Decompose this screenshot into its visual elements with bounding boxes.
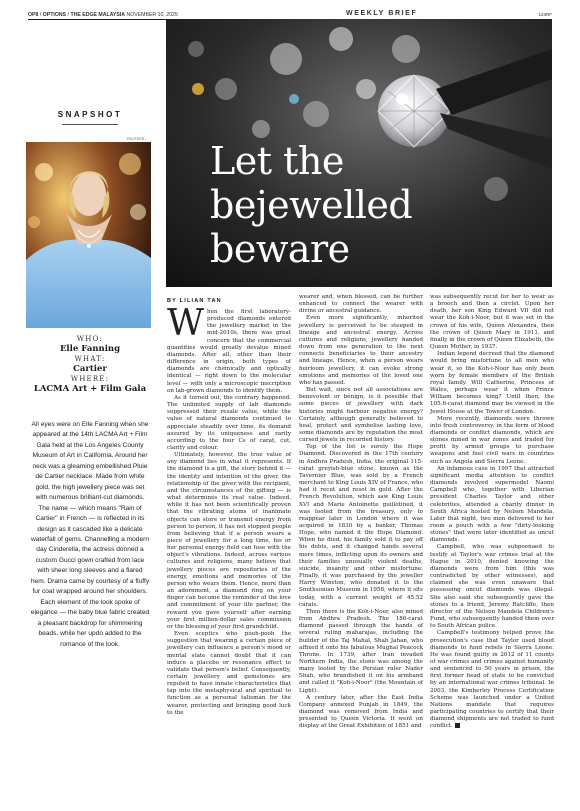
paragraph: wearer and, when blessed, can be further enhanced to connect the wearer with divine or ancestral guidance. [299,294,423,315]
paragraph: was subsequently recut for her to wear as a brooch and then a circlet. Upon her death, her son King Edward VII did not wear the Koh-i-Noor, but it was set in the crown of his wife, Queen Alexandra, then the crown of Queen Mary in 1911, and finally in the crown of Queen Elizabeth, the Queen Mother, in 1937. [430,294,554,351]
paragraph: Then there is the Koh-i-Noor, also mined from Andhra Pradesh. The 186-carat diamond passed through the hands of several ruling maharajas, including the builder of the Taj Mahal, Shah Jahan, who affixed it onto his fabulous Mughal Peacock Throne. In 1739, after Iran invaded Northern India, the stone was among the many looted by the Persian ruler Nader Shah, who brandished it on his armband and called it "Koh-i-Noor" (the Mountain of Light). [299,608,423,694]
where-value: LACMA Art + Film Gala [33,384,147,394]
what-label: WHAT: [74,355,106,363]
paragraph-text: Campbell's testimony helped prove the prosecution's case that Taylor used blood diamonds to fund rebels in Sierra Leone. He was found guilty in 2012 of 11 counts of war crimes and crimes against humanity and sentenced to 50 years in prison, the first former head of state to be convicted by an international war crimes tribunal. In 2003, the Kimberley Process Certification Scheme was launched under a United Nations mandate that requires participating countries to certify that their diamond shipments are not traded to fund conflict. [430,630,554,730]
paragraph: But wait, since not all associations are benevolent or benign, is it possible that some pieces of jewellery with dark histories might harbour negative energy? Certainly, although generally believed to heal, protect and symbolise lasting love, some diamonds are by reputation the most cursed jewels in recorded history. [299,387,423,444]
article-column-1 [167,303,291,717]
title-line: Let the [210,139,344,183]
paragraph: More recently, diamonds were thrown into fresh controversy, in the form of blood diamonds or conflict diamonds, which are stones mined in war zones and traded for profit by armed groups to purchase weapons and fuel civil wars in countries such as Angola and Sierra Leone. [430,415,554,465]
celebrity-photo [26,142,151,328]
end-mark-icon [455,723,460,728]
celebrity-photo-illustration [26,142,151,328]
drop-cap: W [167,303,205,344]
issue-date: NOVEMBER 10, 2025 [126,12,178,18]
article-title [210,139,412,271]
paragraph [167,303,291,395]
snapshot-caption: All eyes were on Elle Fanning when she appeared at the 14th LACMA Art + Film Gala held at the Los Angeles County Museum of Art in California. Around her neck was a gleaming embellished Pluie de Cartier necklace. Made from white gold, the high jewellery piece was set with numerous brilliant-cut diamonds. The name — which means "Rain of Cartier" in French — is reflected in its design as it cascaded like a delicate waterfall of gems. Channelling a modern day Cinderella, the actress donned a custom Gucci gown crafted from lace with sheer long sleeves and a flared hem. Drama came by courtesy of a fluffy fur coat wrapped around her shoulders. Each element of the look spoke of elegance — the baby blue fabric created a pleasant backdrop for shimmering beads, while her updo added to the romance of the look. [30,421,150,648]
paragraph: Top of the list is surely the Hope Diamond. Discovered in the 17th century in Andhra Pradesh, India, the original 115-carat greyish-blue stone, known as the Tavernier Blue, was sold by a French merchant to King Louis XIV of France, who had it recut and reset in gold. After the French Revolution, which saw King Louis XVI and Marie Antoinette guillotined, it was looted from the treasury, only to reappear later in London where it was acquired in 1830 by a banker, Thomas Hope, who named it the Hope Diamond. When he died, his family sold it to pay off his debts, and it changed hands several more times, inflicting upon its owners and their families unusually violent deaths, suicide, insanity and other misfortune. Finally, it was purchased by the jeweller Harry Winston, who donated it to the Smithsonian Museum in 1958, where it sits today, with a current weight of 45.52 carats. [299,444,423,608]
section-name: OPTIONS [42,12,67,18]
where-label: WHERE: [70,375,110,383]
paragraph: Campbell, who was subpoenaed to testify at Taylor's war crimes trial at the Hague in 2010, denied knowing the diamonds were from him (this was contradicted by other witnesses), and claimed she was even unaware that possessing uncut diamonds was illegal. She also said she subsequently gave the stones to a friend, Jeremy Ratcliffe, then director of the Nelson Mandela Children's Fund, who subsequently handed them over to South African police. [430,544,554,630]
page-number: OP8 [28,12,39,18]
article-column-2 [299,294,423,731]
title-line: bejewelled [210,183,413,227]
snapshot-divider [62,124,118,125]
paragraph: As it turned out, the contrary happened. The unlimited supply of lab diamonds suppressed their resale value, while the value of natural diamonds continued to appreciate steadily over time, its demand assured by its uniqueness and rarity according to the four Cs of carat, cut, clarity and colour. [167,394,291,451]
snapshot-heading: SNAPSHOT [57,110,123,119]
publication-name: THE EDGE MALAYSIA [70,12,126,18]
paragraph-text: hen the first laboratory-produced diamonds entered the jewellery market in the mid-2010s, there was great concern that the commercial quantities would greatly devalue mined diamonds. After all, other than their difference in origin, both types of diamonds are chemically and optically identical — right down to the molecular level — with only a microscopic inscription on lab-grown diamonds to identify them. [167,309,291,394]
paragraph: Indian legend decreed that the diamond would bring misfortune to all men who wear it, so the Koh-i-Noor has only been worn by female members of the British royal family. Will Catherine, Princess of Wales, perhaps wear it when Prince William becomes king? Until then, the 105.6-carat diamond may be viewed in the Jewel House at the Tower of London. [430,351,554,415]
byline: BY LILIAN TAN [167,298,222,304]
image-credit: 123RF [538,12,552,17]
header-left: OP8 / OPTIONS / THE EDGE MALAYSIA NOVEMBER 10, 2025 [28,12,178,18]
who-value: Elle Fanning [59,344,121,354]
paragraph: Even sceptics who pooh-pooh the suggestion that wearing a certain piece of jewellery can influence a person's mood or mental state cannot doubt that it can induce a placebo or resonance effect to validate that person's belief. Consequently, certain jewellery and gemstones are reputed to have innate characteristics that tap into the metaphysical and spiritual to function as a personal talisman for the wearer, protecting and bringing good luck to the [167,631,291,716]
paragraph: Even more significantly, inherited jewellery is perceived to be steeped in lineage and ancestral energy. Across cultures and religions, jewellery handed down from one generation to the next connects beneficiaries to their ancestry and lineage. Hence, when a person wears heirloom jewellery, it can evoke strong emotions and memories of the loved one who has passed. [299,315,423,386]
title-line: beware [210,227,350,271]
who-label: WHO: [76,335,104,343]
paragraph: Ultimately, however, the true value of any diamond lies in what it represents. If the diamond is a gift, the story behind it — the identity and intention of the giver, the relationship of the giver with the recipient, and the circumstances of the gifting — is what determines its real value. Indeed, while it has not been scientifically proven that the vibrating atoms of inanimate objects can store or transmit energy from person to person, it has not stopped people from believing that if a person wears a piece of jewellery for a long time, his or her personal energy field can fuse with the object's vibrations. Indeed, across various cultures and religions, many believe that jewellery pieces are repositories of the energy, emotions and memories of the person who wears them. Hence, more than an adornment, a diamond ring on your finger can become the reminder of the love and commitment of your life partner, the reward you gave yourself after earning your first million-dollar sales commission or the blessing of your first grandchild. [167,452,291,630]
snapshot-details [28,335,152,395]
column-title: WEEKLY BRIEF [346,10,418,17]
paragraph: An infamous case in 1997 that attracted significant media attention to conflict diamonds involved supermodel Naomi Campbell who, together with Liberian president Charles Taylor and other celebrities, attended a charity dinner in South Africa hosted by Nelson Mandela. Later that night, two men delivered to her room a pouch with a few "dirty-looking stones" that were later identified as uncut diamonds. [430,465,554,544]
diamond-icon [378,75,450,147]
article-column-3 [430,294,554,731]
paragraph [430,630,554,730]
what-value: Cartier [73,364,107,374]
paragraph: A century later, after the East India Company annexed Punjab in 1849, the diamond was removed from India and presented to Queen Victoria. It went on display at the Great Exhibition of 1851 and [299,694,423,730]
hero-image [166,19,552,287]
photo-credit: REUTERS [127,137,145,141]
